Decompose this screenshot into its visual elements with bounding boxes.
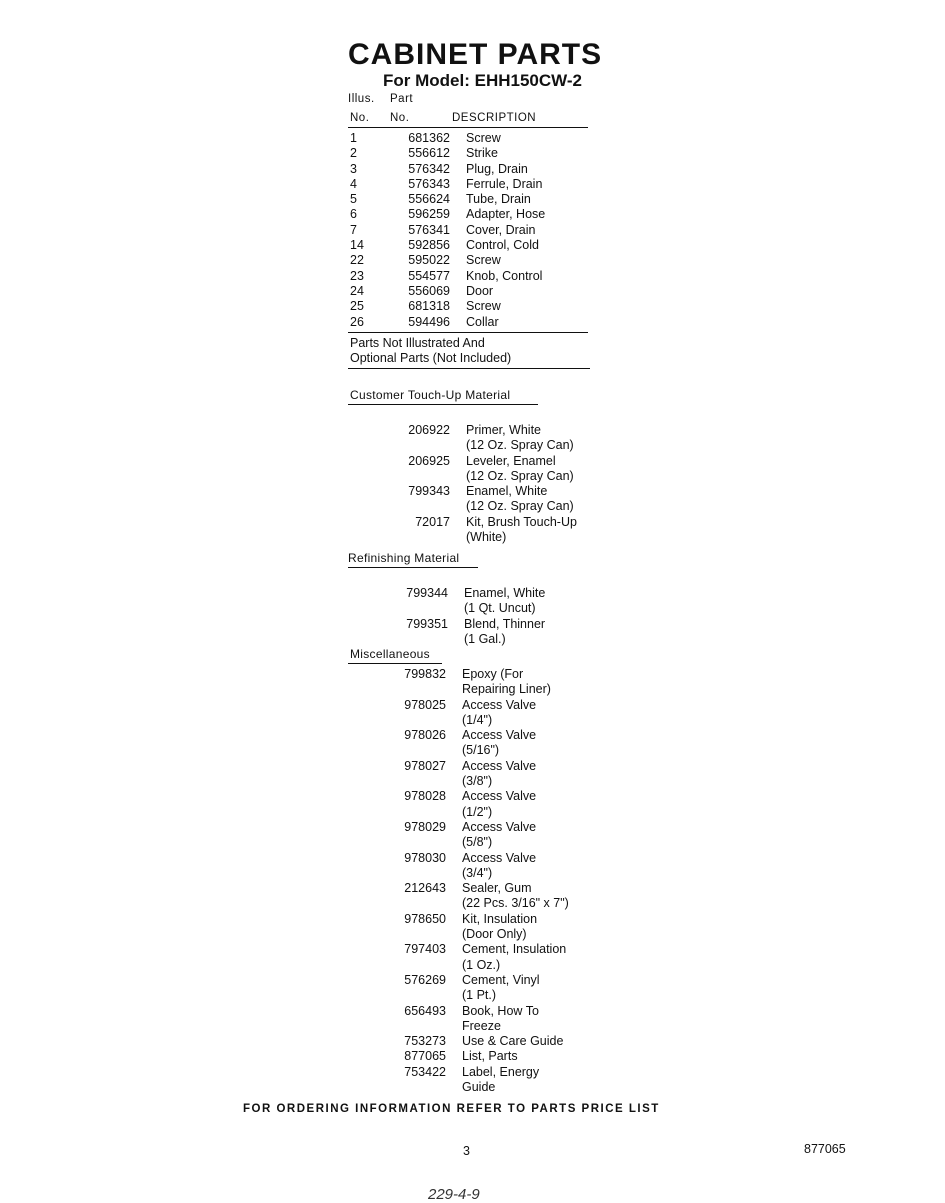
part-description: Kit, Brush Touch-Up [466,514,577,529]
part-description: Screw [466,253,501,268]
part-number: 212643 [404,881,446,896]
part-description: Access Valve [462,758,537,773]
misc-row [346,682,616,697]
part-description: List, Parts [462,1049,518,1064]
touchup-list [350,423,610,545]
part-number: 681362 [408,131,450,145]
part-description: Access Valve [462,850,537,865]
description-header: DESCRIPTION [452,112,537,124]
part-number: 556612 [408,146,450,161]
not-illustrated-line2: Optional Parts (Not Included) [350,351,512,365]
part-description: Ferrule, Drain [466,176,543,191]
part-description: Book, How To [462,1003,539,1018]
illus-number: 23 [350,268,364,283]
part-description: Use & Care Guide [462,1034,564,1049]
part-description: Blend, Thinner [464,616,546,631]
illus-number: 5 [350,192,357,207]
parts-row [350,315,590,330]
part-number: 206925 [408,453,450,468]
part-number: 576269 [404,972,446,987]
part-description: Leveler, Enamel [466,453,556,468]
refinishing-row [348,586,608,601]
parts-row [350,192,590,207]
part-number: 978030 [404,850,446,865]
illus-number: 3 [350,161,357,176]
part-number: 799351 [406,616,448,631]
part-number: 753422 [404,1064,446,1079]
illus-number: 6 [350,207,357,222]
misc-row [346,1080,616,1095]
part-description: Plug, Drain [466,161,528,176]
part-number: 978028 [404,789,446,804]
illus-number: 25 [350,299,364,314]
parts-row [350,207,590,222]
part-number: 576342 [408,161,450,176]
part-description: Collar [466,314,499,329]
parts-row [350,131,590,146]
touchup-row [350,530,610,545]
part-description: Access Valve [462,728,537,743]
part-description: Knob, Control [466,268,543,283]
part-description: Control, Cold [466,238,539,253]
part-number: 596259 [408,207,450,222]
part-no-header: No. [390,112,410,124]
page-number: 3 [463,1144,470,1158]
part-description: Door [466,283,494,298]
part-description: Screw [466,131,501,145]
part-description: Access Valve [462,697,537,712]
misc-row [346,835,616,850]
part-description: Freeze [462,1018,501,1033]
part-number: 797403 [404,942,446,957]
part-description: Enamel, White [466,484,548,499]
not-illustrated-line1: Parts Not Illustrated And [350,336,485,350]
part-description: (12 Oz. Spray Can) [466,438,574,453]
part-number: 978029 [404,819,446,834]
touchup-heading-rule [348,404,538,405]
part-description: Access Valve [462,789,537,804]
misc-row [346,743,616,758]
illus-number: 1 [350,131,357,145]
not-illustrated-rule [348,368,590,369]
misc-row [346,1049,616,1064]
part-description: Cover, Drain [466,222,536,237]
misc-row [346,896,616,911]
part-description: (12 Oz. Spray Can) [466,468,574,483]
part-number: 799343 [408,484,450,499]
misc-row [346,759,616,774]
part-description: Adapter, Hose [466,207,546,222]
part-number: 592856 [408,238,450,253]
part-number: 206922 [408,423,450,437]
part-number: 799344 [406,586,448,600]
part-header-top: Part [390,93,414,105]
part-number: 656493 [404,1003,446,1018]
part-description: Screw [466,299,501,314]
parts-row [350,177,590,192]
model-subtitle: For Model: EHH150CW-2 [383,71,582,90]
touchup-row [350,469,610,484]
part-description: Cement, Insulation [462,942,567,957]
misc-row [346,851,616,866]
part-number: 72017 [415,514,450,529]
part-number: 978025 [404,697,446,712]
part-description: (12 Oz. Spray Can) [466,499,574,514]
part-number: 877065 [404,1049,446,1064]
parts-row [350,253,590,268]
part-description: (1 Qt. Uncut) [464,601,536,616]
illus-no-header: No. [350,112,370,124]
part-description: (5/8") [462,835,493,850]
misc-row [346,866,616,881]
header-rule [348,127,588,128]
part-description: (5/16") [462,743,500,758]
part-description: Tube, Drain [466,192,531,207]
part-description: (3/8") [462,774,493,789]
illus-number: 22 [350,253,364,268]
parts-row [350,223,590,238]
part-number: 753273 [404,1034,446,1049]
part-description: Guide [462,1080,496,1095]
parts-table [350,131,590,330]
misc-row [346,789,616,804]
misc-row [346,958,616,973]
part-description: Enamel, White [464,586,546,600]
document-number: 877065 [804,1142,846,1156]
refinishing-heading-rule [348,567,478,568]
part-number: 595022 [408,253,450,268]
misc-list [346,667,616,1095]
misc-row [346,973,616,988]
misc-row [346,1065,616,1080]
part-number: 978027 [404,758,446,773]
part-number: 799832 [404,667,446,681]
part-description: (1/4") [462,712,493,727]
part-number: 556069 [408,283,450,298]
parts-row [350,238,590,253]
part-number: 594496 [408,314,450,329]
part-description: Kit, Insulation [462,911,538,926]
misc-row [346,774,616,789]
illus-number: 4 [350,176,357,191]
touchup-row [350,423,610,438]
misc-row [346,988,616,1003]
part-description: (1 Gal.) [464,631,506,646]
refinishing-list [348,586,608,647]
part-number: 576341 [408,222,450,237]
refinishing-heading: Refinishing Material [348,551,460,565]
misc-heading-rule [348,663,442,664]
misc-row [346,805,616,820]
illus-number: 24 [350,283,364,298]
misc-heading: Miscellaneous [350,647,430,661]
part-number: 978650 [404,911,446,926]
misc-row [346,927,616,942]
parts-row [350,146,590,161]
ordering-footer: FOR ORDERING INFORMATION REFER TO PARTS PRICE LIST [243,1103,660,1115]
part-number: 681318 [408,299,450,314]
part-description: Primer, White [466,423,542,437]
illus-number: 14 [350,238,364,253]
part-number: 554577 [408,268,450,283]
page-title: CABINET PARTS [348,38,603,71]
illus-header-top: Illus. [348,93,375,105]
handwritten-note: 229-4-9 [428,1186,480,1203]
misc-row [346,667,616,682]
part-description: (Door Only) [462,927,527,942]
part-description: Repairing Liner) [462,682,551,697]
part-description: (1 Oz.) [462,957,501,972]
misc-row [346,881,616,896]
part-description: (22 Pcs. 3/16" x 7") [462,896,569,911]
part-description: Epoxy (For [462,667,524,681]
touchup-row [350,484,610,499]
part-description: Strike [466,146,498,161]
part-description: Label, Energy [462,1064,540,1079]
misc-row [346,820,616,835]
part-description: (1/2") [462,804,493,819]
parts-row [350,162,590,177]
parts-row [350,299,590,314]
misc-row [346,713,616,728]
illus-number: 2 [350,146,357,161]
refinishing-row [348,601,608,616]
part-number: 978026 [404,728,446,743]
touchup-row [350,515,610,530]
parts-row [350,269,590,284]
touchup-row [350,438,610,453]
misc-row [346,728,616,743]
touchup-row [350,454,610,469]
part-number: 556624 [408,192,450,207]
part-description: Cement, Vinyl [462,972,540,987]
misc-row [346,1019,616,1034]
parts-row [350,284,590,299]
misc-row [346,942,616,957]
refinishing-row [348,632,608,647]
part-description: (1 Pt.) [462,988,497,1003]
illus-number: 7 [350,222,357,237]
misc-row [346,1004,616,1019]
refinishing-row [348,617,608,632]
part-description: Access Valve [462,819,537,834]
part-description: (White) [466,530,507,545]
touchup-heading: Customer Touch-Up Material [350,388,511,402]
misc-row [346,698,616,713]
misc-row [346,1034,616,1049]
part-description: Sealer, Gum [462,881,532,896]
parts-table-rule [348,332,588,333]
illus-number: 26 [350,314,364,329]
misc-row [346,912,616,927]
part-number: 576343 [408,176,450,191]
touchup-row [350,499,610,514]
part-description: (3/4") [462,865,493,880]
